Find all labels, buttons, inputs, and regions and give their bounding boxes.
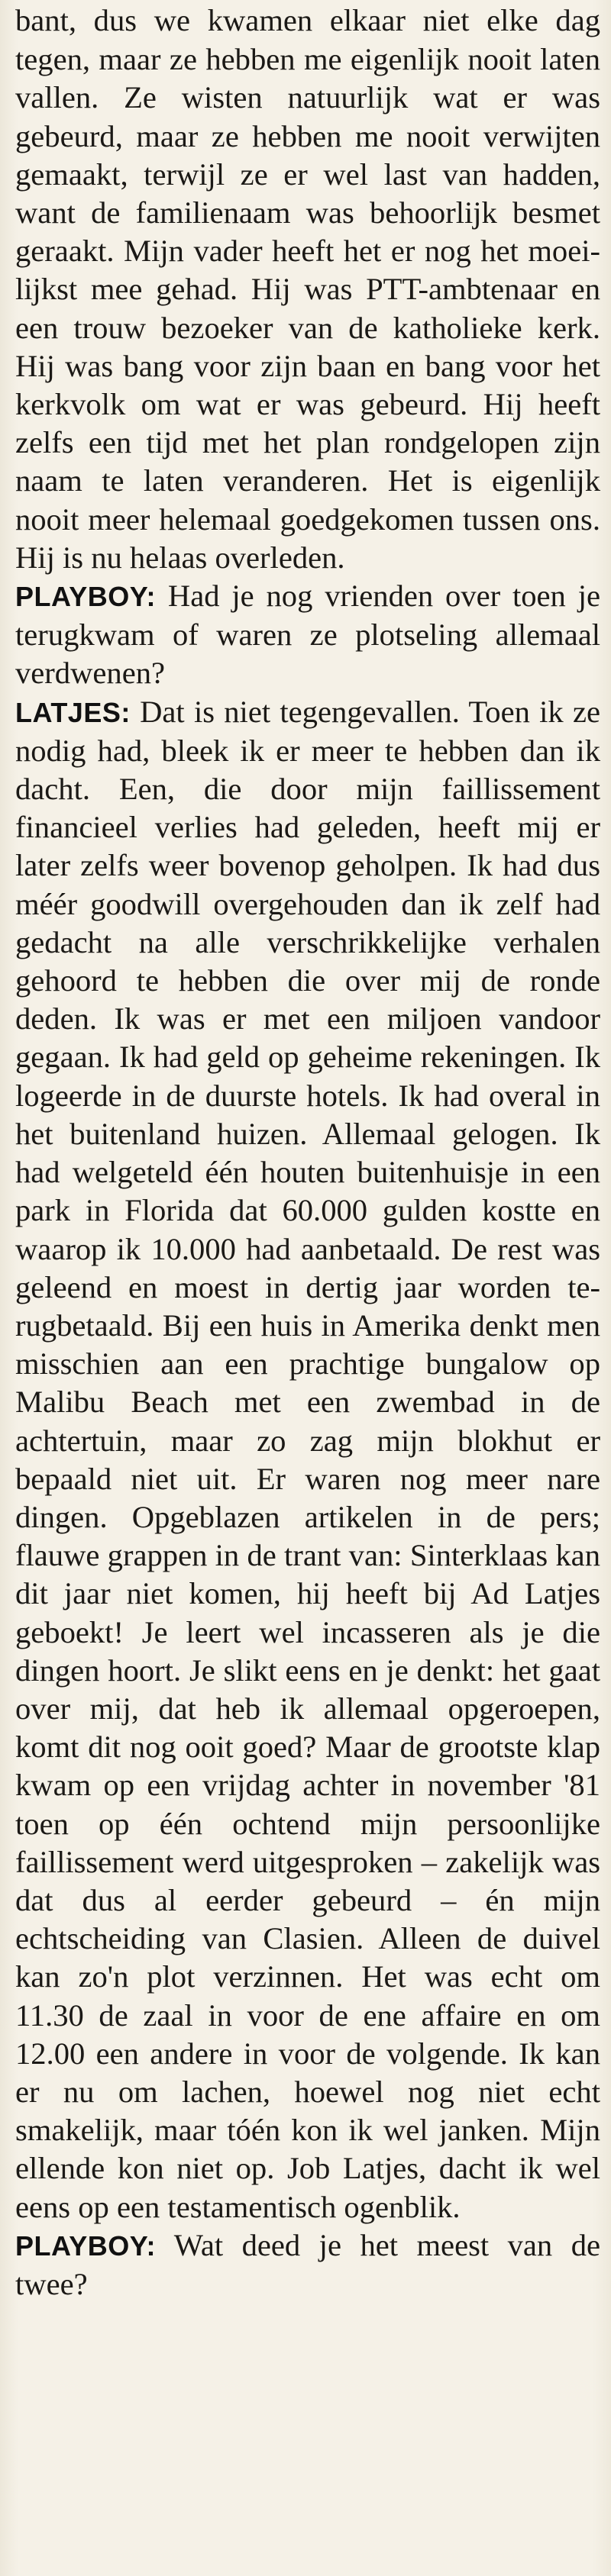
paragraph-question-which [15, 2226, 600, 2304]
paragraph-family-and-father [15, 2, 600, 577]
paragraph-text: bant, dus we kwamen elkaar niet elke dag tegen, maar ze hebben me eigenlijk nooit laten vallen. Ze wisten natuurlijk wat er was gebeurd, maar ze hebben me nooit verwijten gemaakt, terwijl ze er wel last van hadden, want de familienaam was behoorlijk besmet geraakt. Mijn vader heeft het er nog het moeilijkst mee gehad. Hij was PTT-ambtenaar en een trouw bezoeker van de katholieke kerk. Hij was bang voor zijn baan en bang voor het kerkvolk om wat er was gebeurd. Hij heeft zelfs een tijd met het plan rondgelopen zijn naam te laten veranderen. Het is eigenlijk nooit meer helemaal goedgekomen tussen ons. Hij is nu helaas overleden. [15, 3, 600, 575]
speaker-label-latjes: LATJES: [15, 696, 131, 728]
paragraph-text: Wat deed je het meest van de twee? [15, 2227, 600, 2301]
speaker-label-playboy: PLAYBOY: [15, 581, 157, 613]
paragraph-question-friends [15, 577, 600, 693]
paragraph-answer-latjes [15, 693, 600, 2226]
speaker-label-playboy: PLAYBOY: [15, 2229, 157, 2262]
interview-text-column [15, 2, 600, 2304]
paragraph-text: Dat is niet tegengevallen. Toen ik ze nodig had, bleek ik er meer te hebben dan ik dacht. Een, die door mijn faillissement financieel verlies had geleden, heeft mij er later zelfs weer bovenop geholpen. Ik had dus méér goodwill overgehouden dan ik zelf had gedacht na alle verschrikkelijke verhalen gehoord te hebben die over mij de ronde deden. Ik was er met een miljoen vandoor gegaan. Ik had geld op geheime rekeningen. Ik logeerde in de duurste hotels. Ik had overal in het buitenland huizen. Allemaal gelogen. Ik had welgeteld één houten buitenhuisje in een park in Florida dat 60.000 gulden kostte en waarop ik 10.000 had aanbetaald. De rest was geleend en moest in dertig jaar worden terugbetaald. Bij een huis in Amerika denkt men misschien aan een prachtige bungalow op Malibu Beach met een zwembad in de achtertuin, maar zo zag mijn blokhut er bepaald niet uit. Er waren nog meer nare dingen. Opgeblazen artikelen in de pers; flauwe grappen in de trant van: Sinterklaas kan dit jaar niet komen, hij heeft bij Ad Latjes geboekt! Je leert wel incasseren als je die dingen hoort. Je slikt eens en je denkt: het gaat over mij, dat heb ik allemaal opgeroepen, komt dit nog ooit goed? Maar de grootste klap kwam op een vrijdag achter in november '81 toen op één ochtend mijn persoonlijke faillissement werd uitgesproken – zakelijk was dat dus al eerder gebeurd – én mijn echtscheiding van Clasien. Alleen de duivel kan zo'n plot verzinnen. Het was echt om 11.30 de zaal in voor de ene affaire en om 12.00 een andere in voor de volgende. Ik kan er nu om lachen, hoewel nog niet echt smakelijk, maar tóén kon ik wel janken. Mijn ellende kon niet op. Job Latjes, dacht ik wel eens op een testamentisch ogenblik. [15, 694, 600, 2224]
paragraph-text: Had je nog vrienden over toen je terugkwam of waren ze plotseling allemaal verdwenen? [15, 579, 600, 691]
